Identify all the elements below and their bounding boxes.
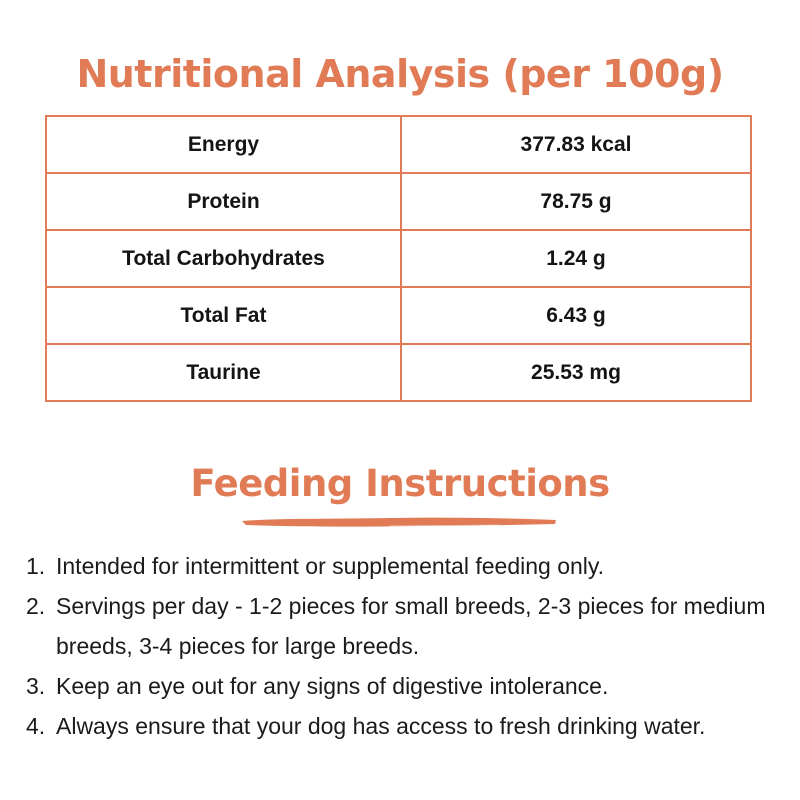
nutrition-title: Nutritional Analysis (per 100g) [76, 52, 724, 96]
nutrient-value: 78.75 g [401, 173, 751, 230]
list-item-number: 3. [26, 673, 46, 699]
table-row [46, 230, 751, 287]
nutrition-table [45, 115, 752, 402]
list-item [26, 546, 786, 586]
table-row [46, 344, 751, 401]
list-item-text: Intended for intermittent or supplemental feeding only. [56, 553, 605, 579]
feeding-instructions-list [26, 546, 786, 746]
nutrient-name: Taurine [46, 344, 401, 401]
list-item [26, 706, 786, 746]
list-item-text: Keep an eye out for any signs of digestive intolerance. [56, 673, 609, 699]
nutrient-name: Total Carbohydrates [46, 230, 401, 287]
nutrient-name: Total Fat [46, 287, 401, 344]
list-item-number: 2. [26, 593, 46, 619]
table-row [46, 173, 751, 230]
list-item-text: Always ensure that your dog has access to fresh drinking water. [56, 713, 706, 739]
feeding-title: Feeding Instructions [190, 462, 610, 505]
table-row [46, 287, 751, 344]
nutrient-name: Energy [46, 116, 401, 173]
brush-underline-decoration [240, 515, 558, 529]
table-row [46, 116, 751, 173]
nutrient-value: 25.53 mg [401, 344, 751, 401]
list-item-text: Servings per day - 1-2 pieces for small breeds, 2-3 pieces for medium breeds, 3-4 pieces for large breeds. [56, 593, 766, 659]
list-item-number: 4. [26, 713, 46, 739]
nutrient-value: 1.24 g [401, 230, 751, 287]
nutrient-value: 6.43 g [401, 287, 751, 344]
nutrient-value: 377.83 kcal [401, 116, 751, 173]
list-item-number: 1. [26, 553, 46, 579]
list-item [26, 586, 786, 666]
nutrient-name: Protein [46, 173, 401, 230]
list-item [26, 666, 786, 706]
